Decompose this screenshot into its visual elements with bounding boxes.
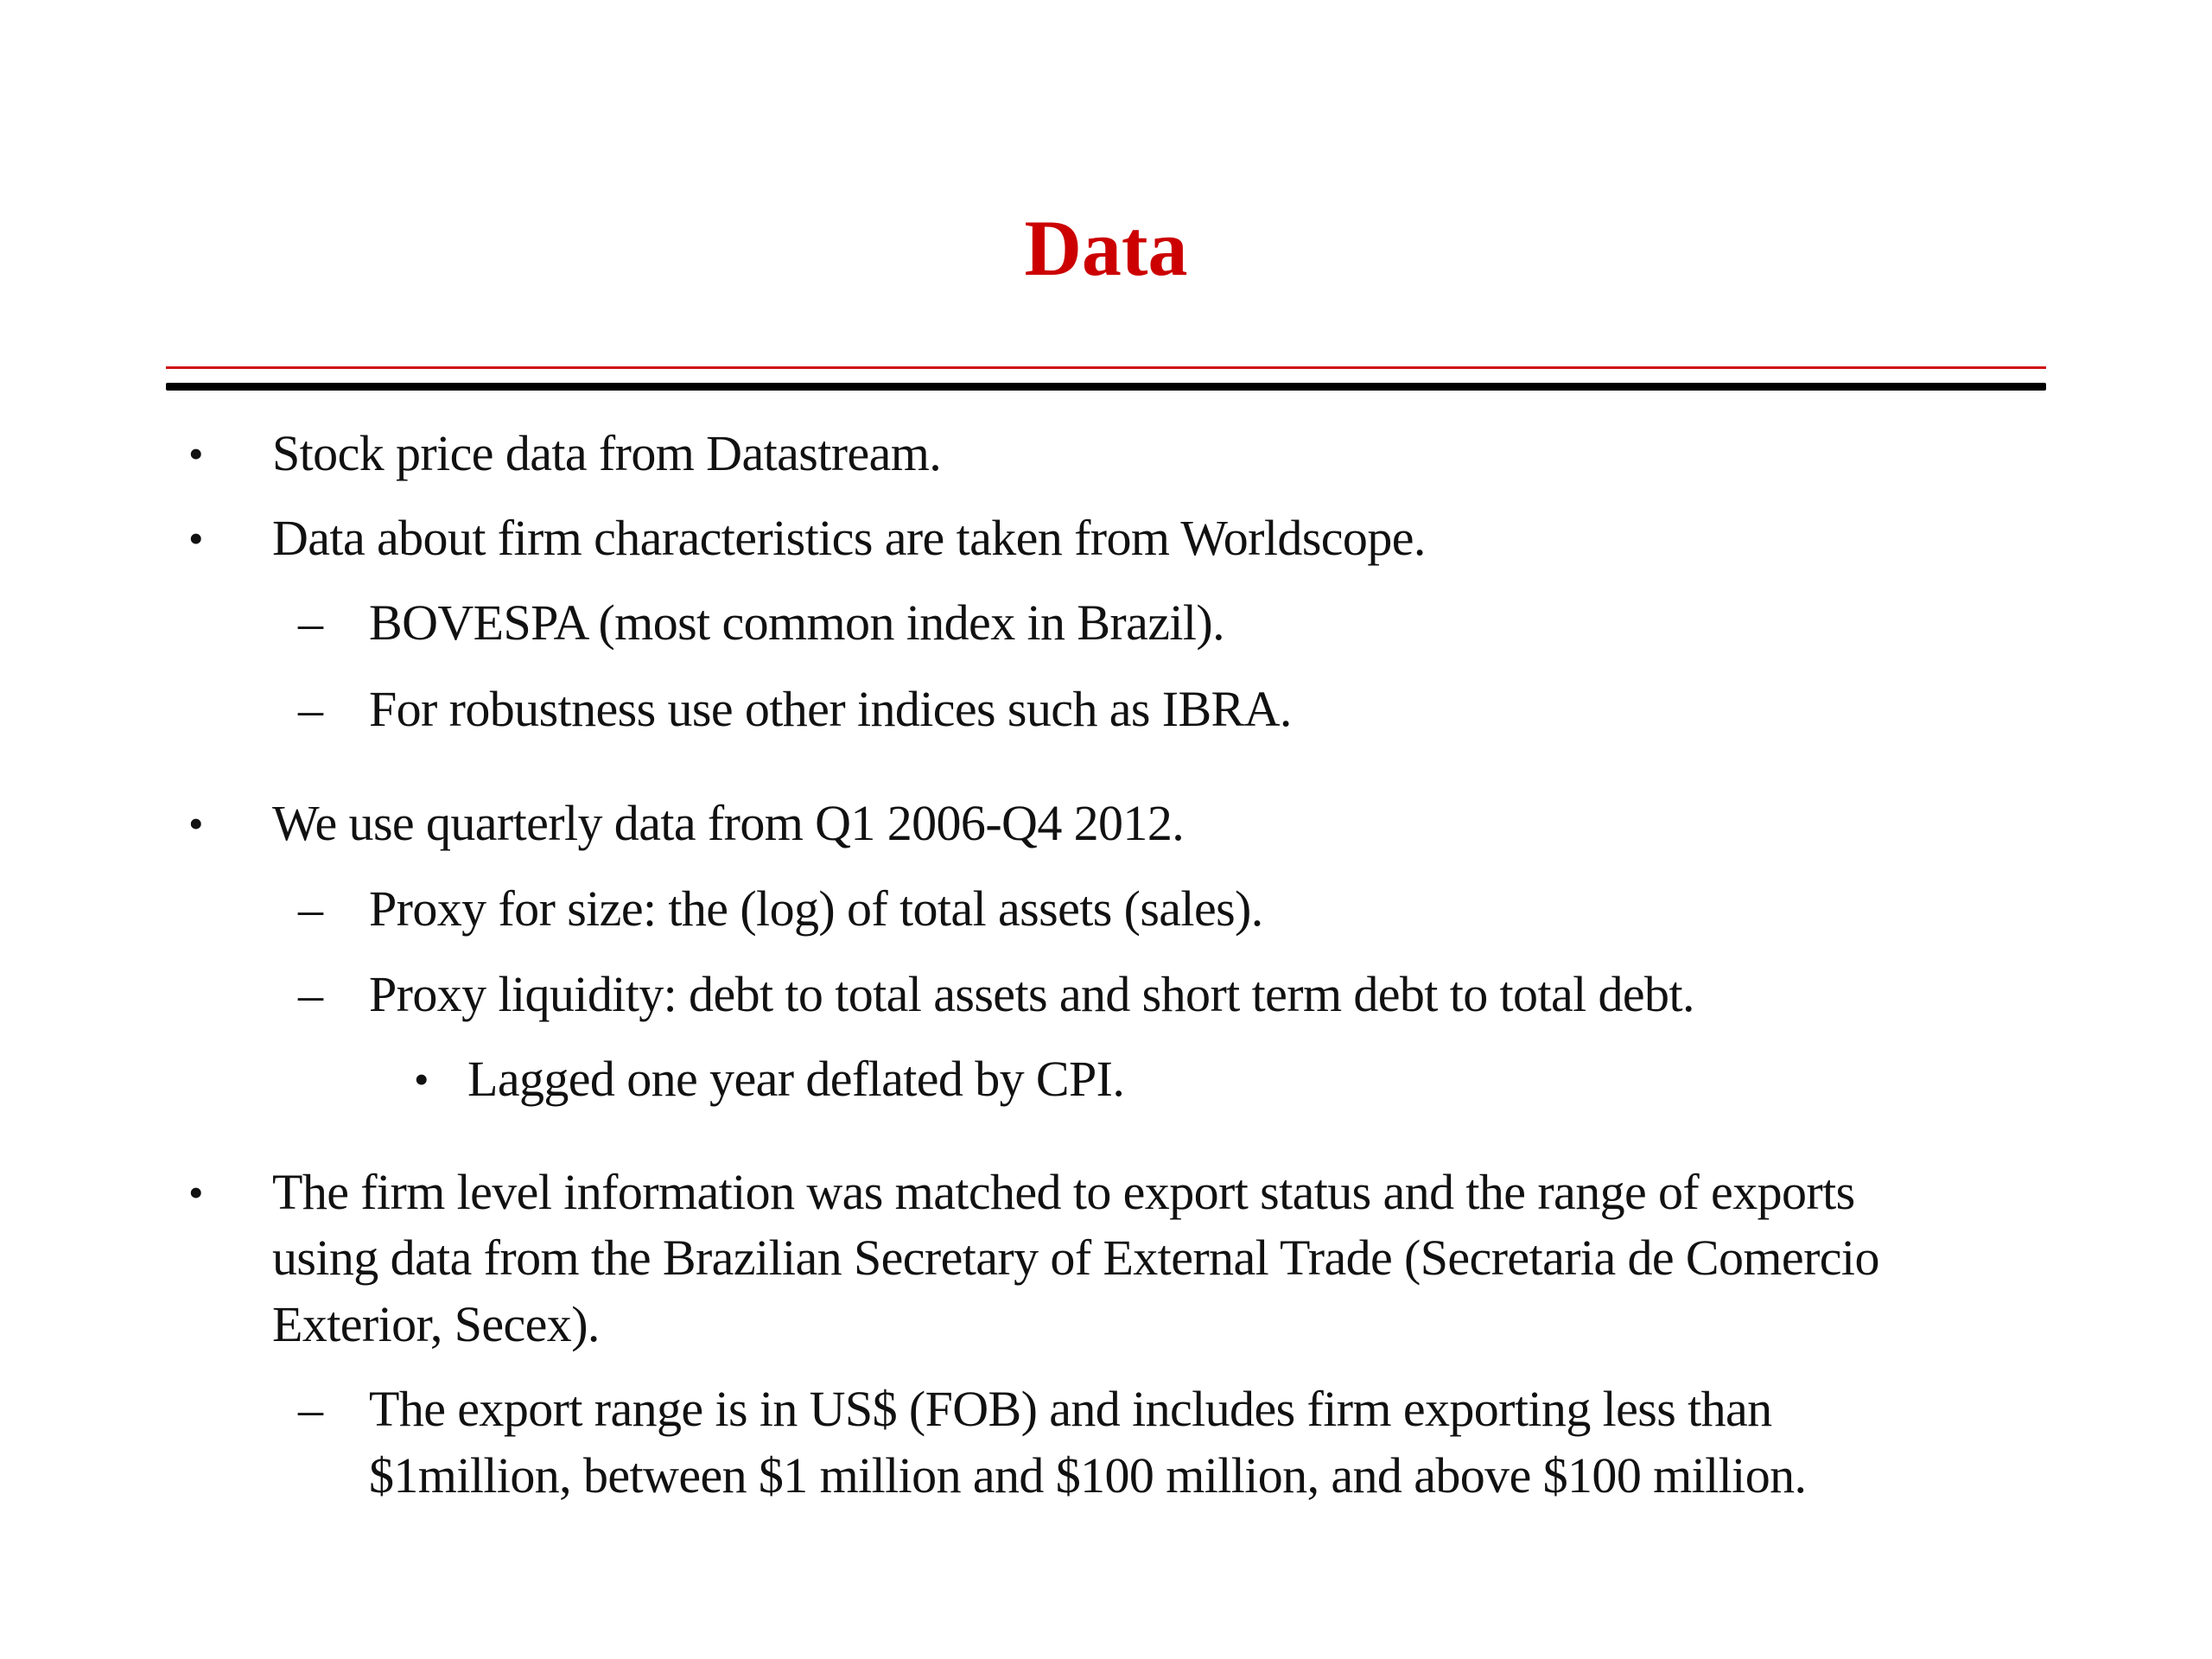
title-rule-black (166, 383, 2046, 391)
bullet-text: Stock price data from Datastream. (272, 425, 942, 481)
bullet-icon: • (188, 799, 204, 848)
bullet-icon: • (188, 1168, 204, 1217)
sub-bullet-text: The export range is in US$ (FOB) and includes firm exporting less than (369, 1381, 1772, 1437)
bullet-text: Exterior, Secex). (272, 1296, 600, 1352)
bullet-icon: • (414, 1055, 429, 1103)
dash-icon: – (298, 880, 323, 937)
sub-sub-bullet-text: Lagged one year deflated by CPI. (467, 1051, 1125, 1107)
bullet-text: Data about firm characteristics are taken from Worldscope. (272, 510, 1426, 566)
dash-icon: – (298, 1381, 323, 1437)
sub-bullet-text: For robustness use other indices such as IBRA. (369, 681, 1292, 737)
title-rule-red (166, 366, 2046, 369)
sub-bullet-text: $1million, between $1 million and $100 million, and above $100 million. (369, 1447, 1807, 1503)
dash-icon: – (298, 966, 323, 1022)
bullet-text: The firm level information was matched to export status and the range of exports (272, 1164, 1855, 1220)
slide-title: Data (1024, 204, 1188, 292)
dash-icon: – (298, 681, 323, 737)
sub-bullet-text: BOVESPA (most common index in Brazil). (369, 594, 1225, 651)
sub-bullet-text: Proxy for size: the (log) of total assets (sales). (369, 880, 1263, 937)
bullet-icon: • (188, 429, 204, 478)
bullet-text: We use quarterly data from Q1 2006-Q4 2012. (272, 795, 1185, 851)
dash-icon: – (298, 594, 323, 651)
bullet-text: using data from the Brazilian Secretary of External Trade (Secretaria de Comercio (272, 1230, 1879, 1286)
sub-bullet-text: Proxy liquidity: debt to total assets and short term debt to total debt. (369, 966, 1694, 1022)
bullet-icon: • (188, 514, 204, 563)
